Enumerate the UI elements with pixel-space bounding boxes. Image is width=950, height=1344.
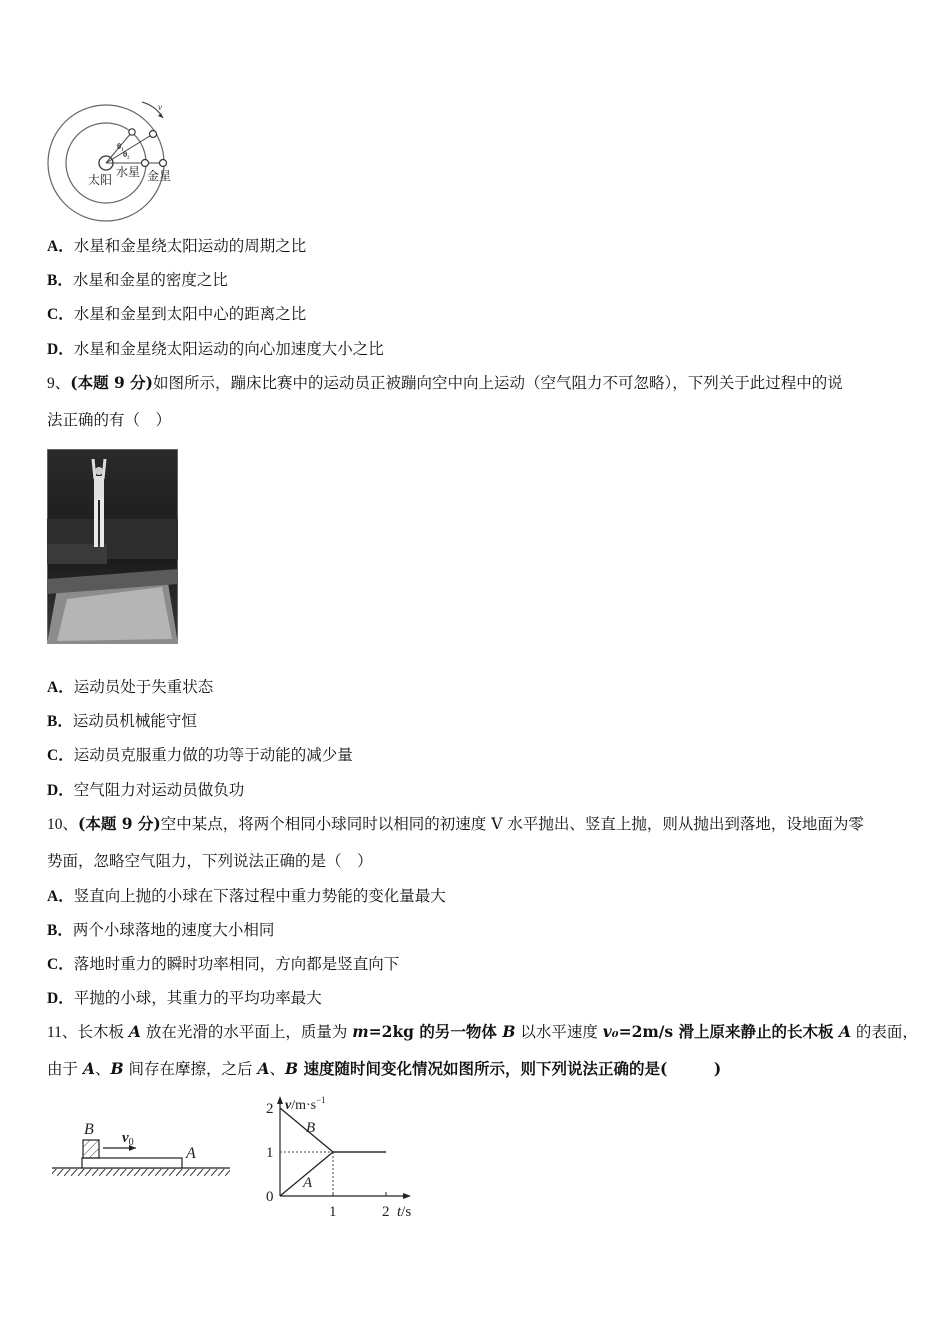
v-label: v (158, 102, 162, 112)
series-label-a: A (303, 1175, 313, 1191)
board-a (82, 1158, 182, 1168)
q9-option-a: A．运动员处于失重状态 (47, 678, 214, 696)
mercury-label: 水星 (116, 165, 141, 179)
vt-graph (258, 1092, 428, 1222)
theta1-label: θ₁ (117, 142, 124, 151)
orbit-figure (46, 96, 181, 224)
q10-stem-line2: 势面，忽略空气阻力，下列说法正确的是（ ） (47, 852, 373, 870)
y-tick-label-2: 2 (266, 1101, 274, 1117)
q9-option-d: D．空气阻力对运动员做负功 (47, 781, 245, 799)
q10-option-c: C．落地时重力的瞬时功率相同，方向都是竖直向下 (47, 955, 400, 973)
q9-option-c: C．运动员克服重力做的功等于动能的减少量 (47, 746, 353, 764)
q10-option-a: A．竖直向上抛的小球在下落过程中重力势能的变化量最大 (47, 887, 446, 905)
label-v0: $v_0$ (122, 1130, 134, 1148)
venus-icon-2 (150, 131, 157, 138)
label-a: A (186, 1145, 196, 1162)
block-board-figure (50, 1112, 235, 1182)
y-tick-label-1: 1 (266, 1145, 274, 1161)
q9-stem-line1: 9、(本题 9 分)如图所示，蹦床比赛中的运动员正被蹦向空中向上运动（空气阻力不可忽略），下列关于此过程中的说 (47, 373, 843, 392)
mercury-icon-2 (129, 129, 135, 135)
q10-option-b: B．两个小球落地的速度大小相同 (47, 921, 275, 939)
velocity-arrowhead-icon (158, 113, 163, 118)
theta2-label: θ₂ (123, 150, 130, 159)
venus-icon (160, 160, 167, 167)
q10-stem-line1: 10、(本题 9 分)空中某点，将两个相同小球同时以相同的初速度 V 水平抛出、竖直上抛，则从抛出到落地，设地面为零 (47, 814, 864, 833)
x-tick-label-1: 1 (329, 1204, 337, 1220)
q9-stem-line2: 法正确的有（ ） (47, 411, 172, 429)
x-tick-label-2: 2 (382, 1204, 390, 1220)
label-b: B (84, 1121, 94, 1138)
q8-option-d: D．水星和金星绕太阳运动的向心加速度大小之比 (47, 340, 384, 358)
y-tick-label-0: 0 (266, 1189, 274, 1205)
series-line-b (280, 1108, 386, 1152)
q11-stem-line1: 11、长木板 A 放在光滑的水平面上，质量为 m=2kg 的另一物体 B 以水平速度 v₀=2m/s 滑上原来静止的长木板 A 的表面， (47, 1022, 918, 1041)
trampoline-photo (47, 449, 178, 644)
venus-label: 金星 (147, 169, 172, 183)
sun-label: 太阳 (88, 173, 113, 187)
mercury-icon (142, 160, 149, 167)
q8-option-a: A．水星和金星绕太阳运动的周期之比 (47, 237, 307, 255)
q8-option-b: B．水星和金星的密度之比 (47, 271, 228, 289)
q9-option-b: B．运动员机械能守恒 (47, 712, 197, 730)
q8-option-c: C．水星和金星到太阳中心的距离之比 (47, 305, 307, 323)
block-b (83, 1140, 99, 1158)
v-axis-arrow-icon (277, 1096, 283, 1104)
t-axis-arrow-icon (403, 1193, 411, 1199)
t-axis-label: t/s (397, 1204, 412, 1220)
series-label-b: B (306, 1120, 316, 1136)
q10-option-d: D．平抛的小球，其重力的平均功率最大 (47, 989, 322, 1007)
q11-stem-line2: 由于 A、B 间存在摩擦，之后 A、B 速度随时间变化情况如图所示，则下列说法正确的是( ) (47, 1059, 722, 1078)
v-axis-label: $v/m\cdot s^{-1}$ (285, 1095, 326, 1113)
